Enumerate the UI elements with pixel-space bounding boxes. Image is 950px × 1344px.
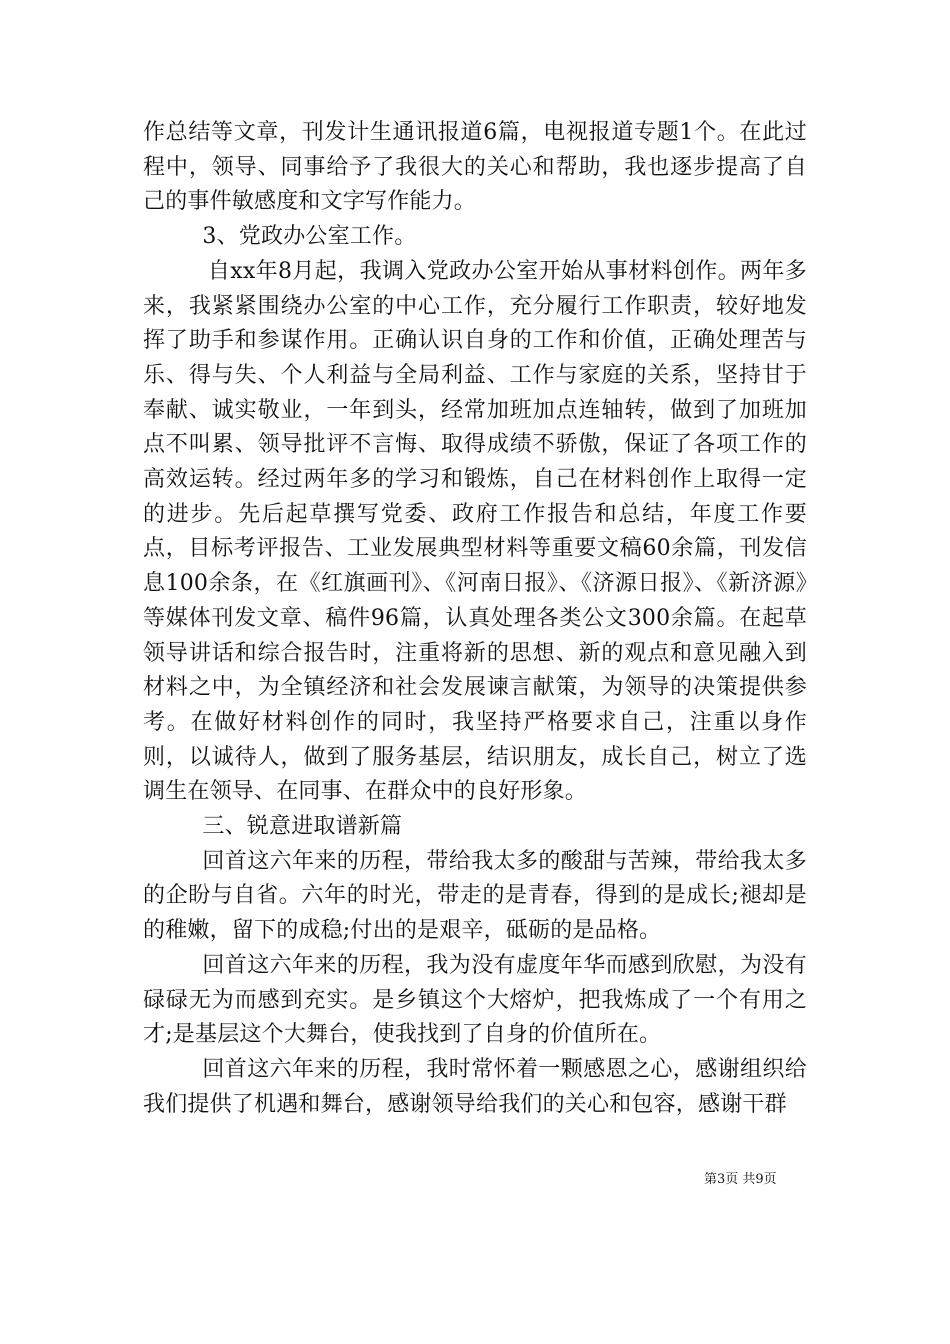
paragraph-reflection-two: 回首这六年来的历程，我为没有虚度年华而感到欣慰，为没有碌碌无为而感到充实。是乡镇这个大熔炉，把我炼成了一个有用之才;是基层这个大舞台，使我找到了自身的价值所在。 [143, 952, 807, 1048]
document-body [143, 116, 807, 1122]
paragraph-reflection-one: 回首这六年来的历程，带给我太多的酸甜与苦辣，带给我太多的企盼与自省。六年的时光，带走的是青春，得到的是成长;褪却是的稚嫩，留下的成稳;付出的是艰辛，砥砺的是品格。 [143, 848, 807, 944]
section-heading-forge-ahead: 三、锐意进取谱新篇 [202, 814, 403, 840]
section-heading-party-office: 3、党政办公室工作。 [202, 224, 417, 250]
paragraph-party-office-work: 自xx年8月起，我调入党政办公室开始从事材料创作。两年多来，我紧紧围绕办公室的中心工作，充分履行工作职责，较好地发挥了助手和参谋作用。正确认识自身的工作和价值，正确处理苦与乐、得与失、个人利益与全局利益、工作与家庭的关系，坚持甘于奉献、诚实敬业，一年到头，经常加班加点连轴转，做到了加班加点不叫累、领导批评不言悔、取得成绩不骄傲，保证了各项工作的高效运转。经过两年多的学习和锻炼，自己在材料创作上取得一定的进步。先后起草撰写党委、政府工作报告和总结，年度工作要点，目标考评报告、工业发展典型材料等重要文稿60余篇，刊发信息100余条，在《红旗画刊》、《河南日报》、《济源日报》、《新济源》等媒体刊发文章、稿件96篇，认真处理各类公文300余篇。在起草领导讲话和综合报告时，注重将新的思想、新的观点和意见融入到材料之中，为全镇经济和社会发展谏言献策，为领导的决策提供参考。在做好材料创作的同时，我坚持严格要求自己，注重以身作则，以诚待人，做到了服务基层，结识朋友，成长自己，树立了选调生在领导、在同事、在群众中的良好形象。 [143, 258, 807, 805]
paragraph-summary-continuation: 作总结等文章，刊发计生通讯报道6篇，电视报道专题1个。在此过程中，领导、同事给予了我很大的关心和帮助，我也逐步提高了自己的事件敏感度和文字写作能力。 [143, 120, 807, 215]
paragraph-reflection-three: 回首这六年来的历程，我时常怀着一颗感恩之心，感谢组织给我们提供了机遇和舞台，感谢领导给我们的关心和包容，感谢干群 [143, 1056, 807, 1117]
page-number-footer: 第3页 共9页 [704, 1172, 777, 1187]
